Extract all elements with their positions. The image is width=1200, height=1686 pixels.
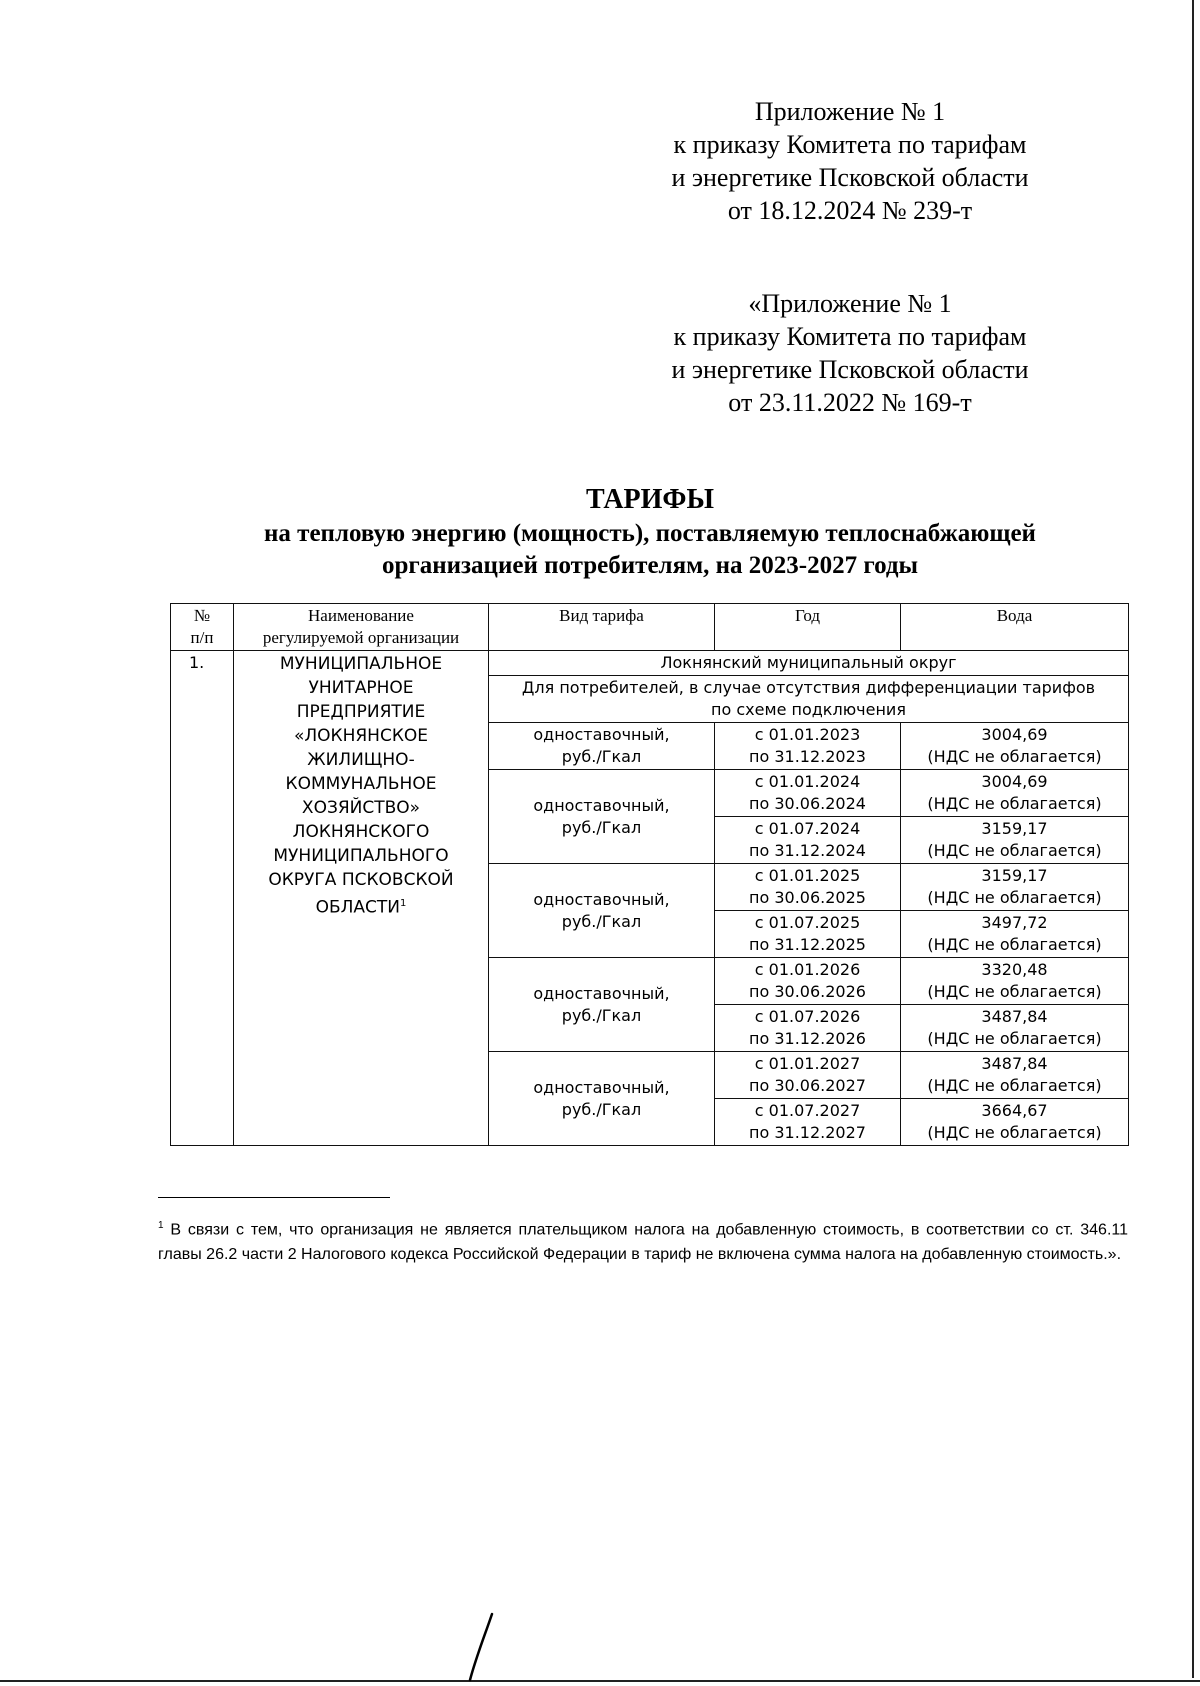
tariff-type-cell: одноставочный, руб./Гкал (489, 958, 715, 1052)
appendix-current-header (640, 95, 1060, 227)
tariff-value-cell: 3004,69 (НДС не облагается) (901, 723, 1129, 770)
row-number: 1. (171, 651, 234, 1146)
tariff-type-cell: одноставочный, руб./Гкал (489, 1052, 715, 1146)
tariff-value-cell: 3487,84 (НДС не облагается) (901, 1052, 1129, 1099)
period-cell: с 01.01.2023 по 31.12.2023 (715, 723, 901, 770)
tariff-value-cell: 3159,17 (НДС не облагается) (901, 864, 1129, 911)
appendix-committee-line: и энергетике Псковской области (671, 163, 1029, 192)
district-row (171, 651, 1129, 676)
tariff-type-cell: одноставочный, руб./Гкал (489, 723, 715, 770)
tariff-value-cell: 3159,17 (НДС не облагается) (901, 817, 1129, 864)
tariff-value-cell: 3487,84 (НДС не облагается) (901, 1005, 1129, 1052)
period-cell: с 01.07.2026 по 31.12.2026 (715, 1005, 901, 1052)
consumer-category: Для потребителей, в случае отсутствия дифференциации тарифов по схеме подключения (489, 676, 1129, 723)
signature-stroke (462, 1612, 502, 1682)
tariff-type-cell: одноставочный, руб./Гкал (489, 770, 715, 864)
header-tariff-type: Вид тарифа (489, 604, 715, 651)
header-number: № п/п (171, 604, 234, 651)
table-header-row (171, 604, 1129, 651)
period-cell: с 01.01.2026 по 30.06.2026 (715, 958, 901, 1005)
appendix-committee-line: и энергетике Псковской области (671, 355, 1029, 384)
title-subtitle-line2: организацией потребителям, на 2023-2027 годы (381, 552, 919, 579)
footnote-marker: 1 (158, 1220, 164, 1231)
appendix-order-line: к приказу Комитета по тарифам (673, 130, 1027, 159)
period-cell: с 01.01.2027 по 30.06.2027 (715, 1052, 901, 1099)
tariff-table (170, 603, 1129, 1146)
period-cell: с 01.01.2025 по 30.06.2025 (715, 864, 901, 911)
header-organization: Наименование регулируемой организации (234, 604, 489, 651)
appendix-previous-header (640, 287, 1060, 419)
title-main: ТАРИФЫ (586, 484, 714, 515)
footnote (158, 1213, 1128, 1267)
tariff-value-cell: 3320,48 (НДС не облагается) (901, 958, 1129, 1005)
footnote-text: В связи с тем, что организация не является плательщиком налога на добавленную стоимость, в соответствии со ст. 346.11 главы 26.2 части 2 Налогового кодекса Российской Федерации в тариф не включена сумма налога на добавленную стоимость.». (158, 1221, 1129, 1264)
document-title (150, 482, 1150, 582)
footnote-marker: 1 (400, 898, 407, 909)
tariff-type-cell: одноставочный, руб./Гкал (489, 864, 715, 958)
appendix-title: Приложение № 1 (754, 97, 946, 126)
page-edge-right (1192, 0, 1194, 1678)
tariff-value-cell: 3497,72 (НДС не облагается) (901, 911, 1129, 958)
tariff-value-cell: 3004,69 (НДС не облагается) (901, 770, 1129, 817)
period-cell: с 01.07.2025 по 31.12.2025 (715, 911, 901, 958)
district-name: Локнянский муниципальный округ (489, 651, 1129, 676)
header-water: Вода (901, 604, 1129, 651)
header-year: Год (715, 604, 901, 651)
footnote-separator (158, 1197, 390, 1198)
organization-name: МУНИЦИПАЛЬНОЕ УНИТАРНОЕ ПРЕДПРИЯТИЕ «ЛОКНЯНСКОЕ ЖИЛИЩНО- КОММУНАЛЬНОЕ ХОЗЯЙСТВО» ЛОКНЯНСКОГО МУНИЦИПАЛЬНОГО ОКРУГА ПСКОВСКОЙ ОБЛАСТИ$^1$ (234, 651, 489, 1146)
appendix-date-number: от 23.11.2022 № 169-т (728, 388, 972, 417)
title-subtitle-line1: на тепловую энергию (мощность), поставляемую теплоснабжающей (264, 520, 1036, 547)
period-cell: с 01.07.2027 по 31.12.2027 (715, 1099, 901, 1146)
appendix-title: «Приложение № 1 (748, 289, 952, 318)
period-cell: с 01.07.2024 по 31.12.2024 (715, 817, 901, 864)
period-cell: с 01.01.2024 по 30.06.2024 (715, 770, 901, 817)
appendix-date-number: от 18.12.2024 № 239-т (727, 196, 973, 225)
page-edge-bottom (0, 1680, 1200, 1682)
tariff-value-cell: 3664,67 (НДС не облагается) (901, 1099, 1129, 1146)
appendix-order-line: к приказу Комитета по тарифам (673, 322, 1027, 351)
